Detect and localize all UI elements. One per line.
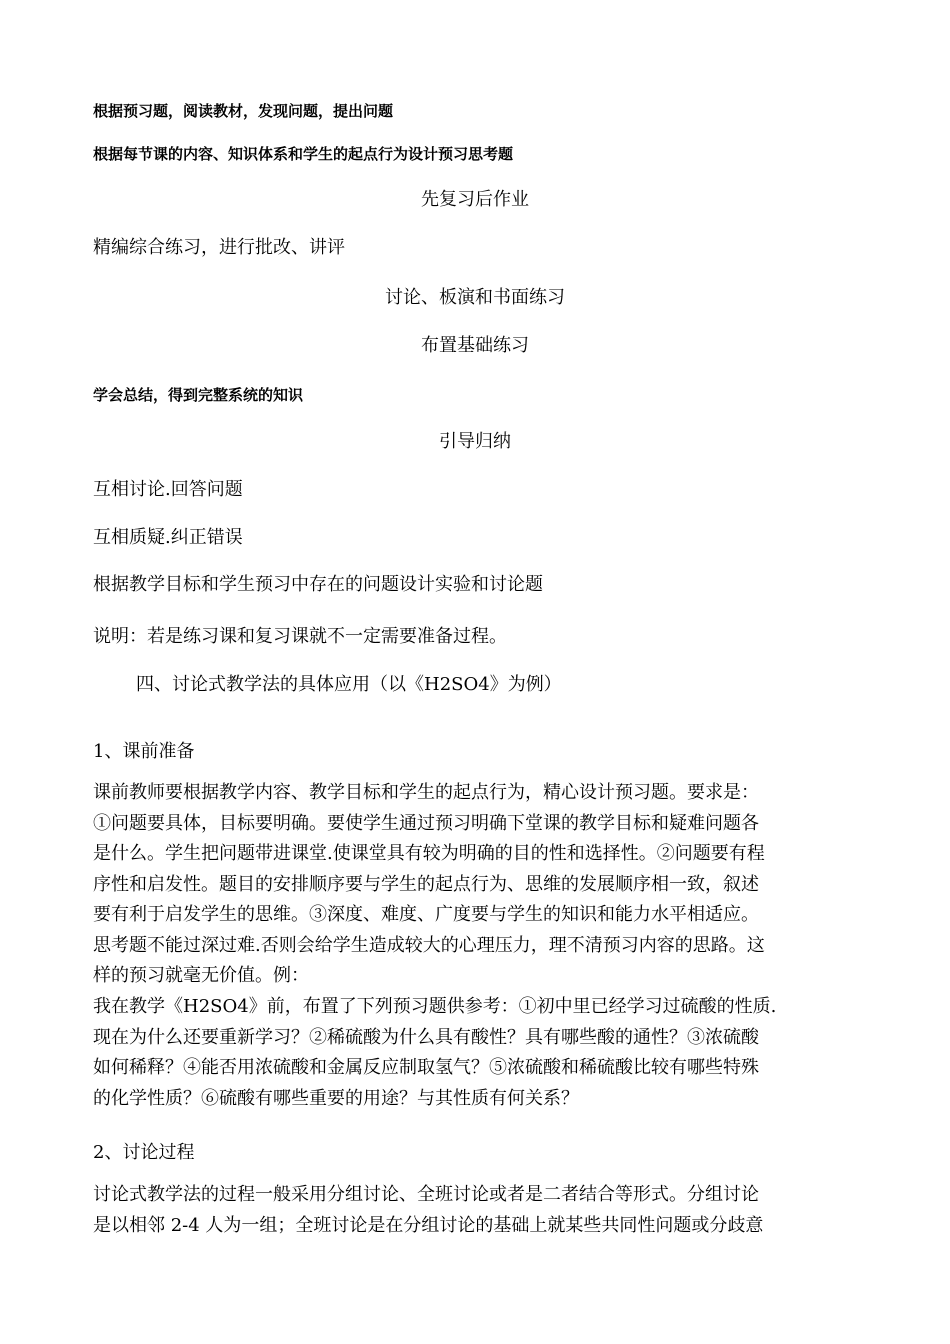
paragraph-line: 课前教师要根据教学内容、教学目标和学生的起点行为，精心设计预习题。要求是： <box>93 782 759 803</box>
paragraph-line: 要有利于启发学生的思维。③深度、难度、广度要与学生的知识和能力水平相适应。 <box>93 904 759 925</box>
paragraph-line: 是什么。学生把问题带进课堂.使课堂具有较为明确的目的性和选择性。②问题要有程 <box>93 843 765 864</box>
flow-step-guide-induction: 引导归纳 <box>439 431 511 452</box>
flow-step-design-experiments: 根据教学目标和学生预习中存在的问题设计实验和讨论题 <box>93 574 543 595</box>
paragraph-line: 序性和启发性。题目的安排顺序要与学生的起点行为、思维的发展顺序相一致，叙述 <box>93 873 759 895</box>
paragraph-discussion <box>93 1180 863 1241</box>
paragraph-line: 样的预习就毫无价值。例： <box>93 965 309 986</box>
paragraph-line: 的化学性质？⑥硫酸有哪些重要的用途？与其性质有何关系？ <box>93 1087 579 1109</box>
flow-step-mutual-discussion: 互相讨论.回答问题 <box>93 479 243 500</box>
flow-step-discussion-board: 讨论、板演和书面练习 <box>385 287 565 308</box>
flow-step-comprehensive-practice: 精编综合练习，进行批改、讲评 <box>93 237 345 258</box>
flow-step-basic-exercises: 布置基础练习 <box>421 335 529 356</box>
flow-step-design-questions: 根据每节课的内容、知识体系和学生的起点行为设计预习思考题 <box>93 145 514 163</box>
subheading-discussion-process: 2、讨论过程 <box>93 1142 195 1163</box>
paragraph-line: 我在教学《H2SO4》前，布置了下列预习题供参考：①初中里已经学习过硫酸的性质. <box>93 996 777 1017</box>
paragraph-preparation <box>93 778 863 992</box>
paragraph-line: 讨论式教学法的过程一般采用分组讨论、全班讨论或者是二者结合等形式。分组讨论 <box>93 1184 759 1205</box>
flow-step-review-homework: 先复习后作业 <box>421 189 529 210</box>
paragraph-line: 现在为什么还要重新学习？②稀硫酸为什么具有酸性？具有哪些酸的通性？③浓硫酸 <box>93 1026 759 1048</box>
paragraph-line: ①问题要具体，目标要明确。要使学生通过预习明确下堂课的教学目标和疑难问题各 <box>93 812 759 834</box>
flow-step-mutual-questioning: 互相质疑.纠正错误 <box>93 527 243 548</box>
paragraph-line: 如何稀释？④能否用浓硫酸和金属反应制取氢气？⑤浓硫酸和稀硫酸比较有哪些特殊 <box>93 1057 759 1078</box>
flow-step-preview-reading: 根据预习题，阅读教材，发现问题，提出问题 <box>93 102 394 120</box>
paragraph-example <box>93 992 863 1114</box>
subheading-preparation: 1、课前准备 <box>93 741 195 762</box>
paragraph-line: 是以相邻 2-4 人为一组；全班讨论是在分组讨论的基础上就某些共同性问题或分歧意 <box>93 1214 764 1236</box>
note-line: 说明：若是练习课和复习课就不一定需要准备过程。 <box>93 626 507 647</box>
section-heading-four: 四、讨论式教学法的具体应用（以《H2SO4》为例） <box>136 674 562 695</box>
flow-step-summarize: 学会总结，得到完整系统的知识 <box>93 386 304 404</box>
paragraph-line: 思考题不能过深过难.否则会给学生造成较大的心理压力，理不清预习内容的思路。这 <box>93 934 765 956</box>
